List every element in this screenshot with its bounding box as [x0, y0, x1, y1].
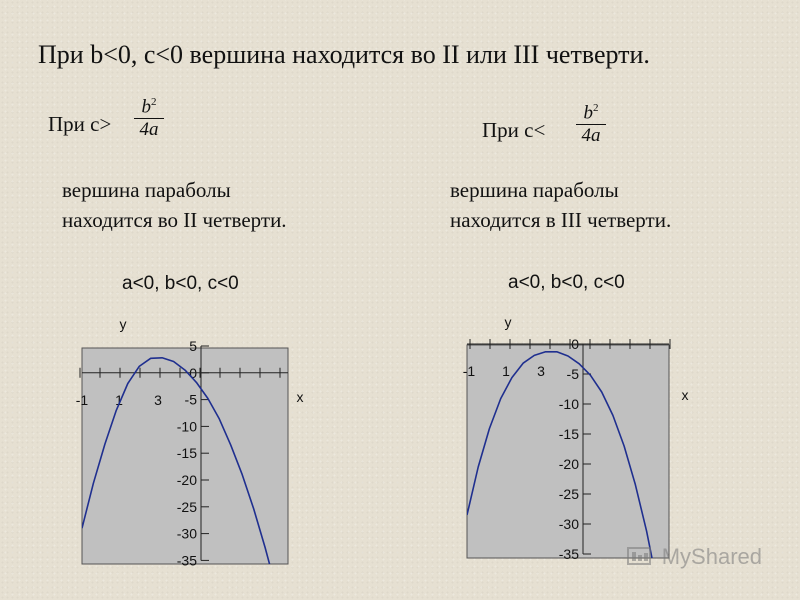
x-tick-label: 3	[154, 391, 162, 408]
right-fraction-exponent: 2	[593, 102, 599, 114]
right-fraction-numerator: b	[583, 102, 593, 124]
y-tick-label: 0	[189, 364, 197, 381]
x-axis-label: x	[681, 387, 689, 403]
left-fraction-numerator: b	[141, 96, 151, 118]
x-tick-label: 3	[537, 363, 545, 379]
left-chart-title: a<0, b<0, c<0	[122, 273, 239, 294]
right-condition-label: При c<	[482, 118, 546, 142]
left-chart	[0, 300, 400, 590]
y-axis-label: y	[119, 316, 127, 332]
left-condition-label: При c>	[48, 112, 112, 136]
x-tick-label: 1	[115, 391, 123, 408]
y-axis-label: y	[504, 314, 512, 330]
right-fraction-denominator: 4a	[581, 125, 601, 147]
y-tick-label: -25	[558, 486, 579, 502]
y-tick-label: -35	[176, 552, 197, 569]
left-fraction-exponent: 2	[151, 96, 157, 108]
x-tick-label: 1	[502, 363, 510, 379]
x-axis-label: x	[296, 389, 304, 405]
y-tick-label: -5	[566, 366, 579, 382]
watermark-text: MyShared	[661, 544, 762, 569]
y-tick-label: -5	[184, 391, 197, 408]
left-description	[62, 175, 287, 235]
right-description	[450, 175, 671, 235]
left-description-line2: находится во II четверти.	[62, 208, 287, 232]
y-tick-label: -30	[176, 525, 197, 542]
y-tick-label: -10	[558, 396, 579, 412]
y-tick-label: -10	[176, 418, 197, 435]
right-description-line2: находится в III четверти.	[450, 208, 672, 232]
right-description-line1: вершина параболы	[450, 178, 619, 202]
y-tick-label: -30	[558, 516, 579, 532]
page-heading: При b<0, c<0 вершина находится во II или III четверти.	[38, 40, 650, 69]
right-fraction	[576, 98, 606, 146]
left-fraction-denominator: 4a	[139, 119, 159, 141]
y-tick-label: 5	[189, 338, 197, 354]
y-tick-label: -20	[558, 456, 579, 472]
watermark	[626, 544, 762, 570]
left-description-line1: вершина параболы	[62, 178, 231, 202]
watermark-logo-icon	[626, 544, 656, 570]
y-tick-label: -35	[558, 546, 579, 562]
left-fraction	[134, 92, 164, 140]
x-tick-label: -1	[75, 391, 89, 408]
y-tick-label: 0	[571, 336, 579, 352]
x-tick-label: -1	[462, 363, 476, 379]
y-tick-label: -15	[558, 426, 579, 442]
y-tick-label: -20	[176, 472, 197, 488]
y-tick-label: -25	[176, 498, 197, 515]
y-tick-label: -15	[176, 445, 197, 462]
right-chart-title: a<0, b<0, c<0	[508, 272, 625, 293]
